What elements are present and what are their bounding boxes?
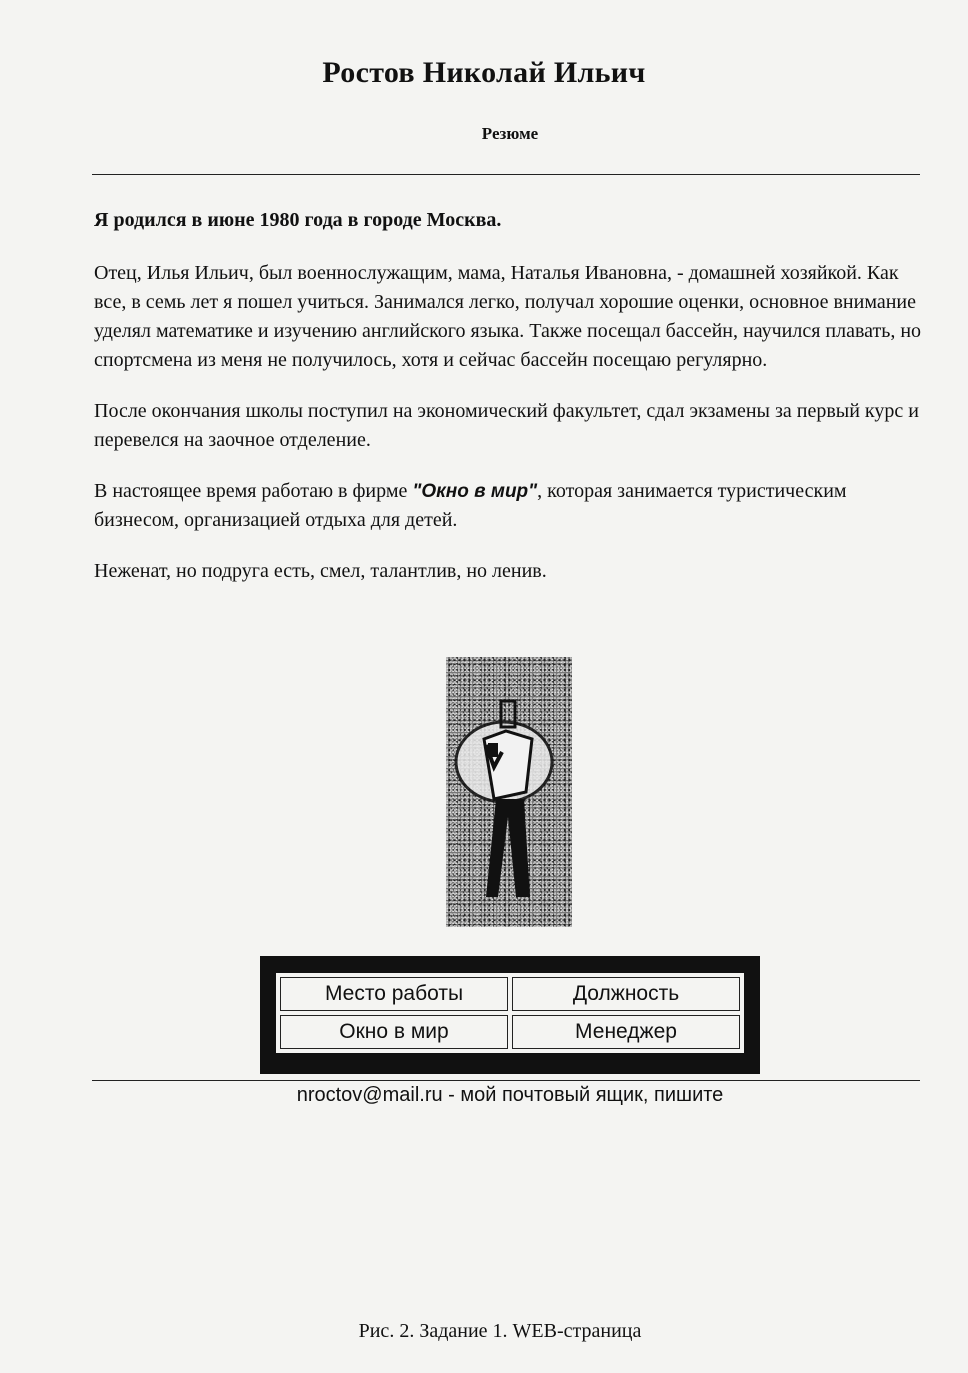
resume-body — [94, 206, 924, 608]
paragraph-education: После окончания школы поступил на экономический факультет, сдал экзамены за первый курс и перевелся на заочное отделение. — [94, 400, 919, 451]
lead-paragraph: Я родился в июне 1980 года в городе Москва. — [94, 209, 502, 231]
bottom-divider — [92, 1080, 920, 1081]
paragraph-personal: Неженат, но подруга есть, смел, талантлив, но ленив. — [94, 560, 547, 582]
job-table — [276, 973, 744, 1053]
cell-workplace: Окно в мир — [280, 1015, 508, 1049]
figure-caption: Рис. 2. Задание 1. WEB-страница — [358, 1320, 642, 1342]
table-header-row — [280, 977, 740, 1011]
work-text-before: В настоящее время работаю в фирме — [94, 480, 413, 502]
table-row — [280, 1015, 740, 1049]
page-title: Ростов Николай Ильич — [322, 56, 646, 89]
company-name: "Окно в мир" — [412, 481, 538, 502]
person-image — [446, 657, 572, 927]
top-divider — [92, 174, 920, 175]
work-text-after: , которая занимается туристическим бизнесом, организацией отдыха для детей. — [94, 480, 847, 531]
header-workplace: Место работы — [280, 977, 508, 1011]
person-figure-icon — [446, 657, 572, 927]
page-subtitle: Резюме — [481, 124, 539, 143]
contact-email-link[interactable]: nroctov@mail.ru - мой почтовый ящик, пишите — [296, 1084, 724, 1106]
header-position: Должность — [512, 977, 740, 1011]
cell-position: Менеджер — [512, 1015, 740, 1049]
paragraph-family: Отец, Илья Ильич, был военнослужащим, мама, Наталья Ивановна, - домашней хозяйкой. Как все, в семь лет я пошел учиться. Занимался легко, получал хорошие оценки, основное внимание уделял математике и изучению английского языка. Также посещал бассейн, научился плавать, но спортсмена из меня не получилось, хотя и сейчас бассейн посещаю регулярно. — [94, 262, 922, 371]
paragraph-work — [94, 477, 924, 535]
